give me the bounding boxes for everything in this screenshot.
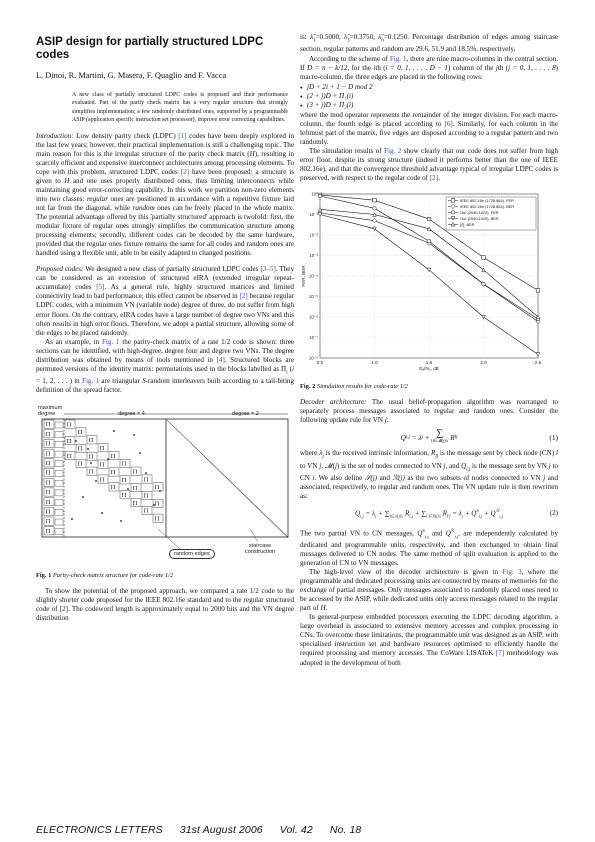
permutation-block — [55, 481, 63, 487]
permutation-symbol: Π — [110, 470, 116, 477]
figure-1-caption: Fig. 1 Parity-check matrix structure for code-rate 1/2 — [36, 572, 174, 580]
legend-label: IEEE 802.16e (1728,864), BER — [460, 204, 515, 210]
x-axis-label: Eₐ/N₀, dB — [419, 366, 439, 372]
permutation-symbol: Π — [77, 461, 83, 468]
reference-link[interactable]: [5] — [96, 283, 105, 292]
simulation-chart — [300, 188, 558, 380]
y-tick-label: 10⁻³ — [309, 253, 318, 259]
label-degree-4: degree = 4 — [118, 411, 145, 418]
paper-title: ASIP design for partially structured LDPC codes — [36, 36, 264, 61]
permutation-symbol: Π — [45, 451, 51, 458]
data-point — [318, 194, 322, 198]
reference-link[interactable]: [2] — [429, 174, 439, 183]
y-tick-label: 10⁻⁵ — [308, 294, 318, 300]
staircase-mark — [219, 471, 222, 474]
authors: L. Dinoi, R. Martini, G. Masera, F. Quaglio and F. Vacca — [36, 71, 227, 80]
data-point — [373, 207, 377, 211]
leader-line — [158, 529, 181, 550]
staircase-mark — [206, 458, 209, 461]
data-point — [482, 256, 486, 260]
random-edge-dot — [145, 472, 147, 474]
label-maximum-degree: maximum degree — [38, 405, 63, 418]
permutation-block — [55, 471, 63, 477]
figure-link[interactable]: Fig. 2 — [384, 146, 402, 155]
permutation-symbol: Π — [66, 439, 72, 446]
reference-link[interactable]: [4] — [216, 355, 225, 364]
random-edge-dot — [90, 462, 92, 464]
reference-link[interactable]: [2] — [180, 167, 190, 176]
figure-link[interactable]: Fig. 1 — [82, 377, 100, 386]
y-tick-label: 10⁻⁷ — [309, 335, 318, 341]
permutation-symbol: Π — [88, 438, 94, 445]
volume: Vol. 42 — [279, 824, 313, 836]
random-edge-dot — [120, 520, 122, 522]
intro-paragraph: Introduction: Low density parity check (LDPC) [1] codes have been deeply explored in the last few years; however, their practical implementation is still a challenging topic. The main reason for this is the irregular structure of the parity check matrix (H), resulting in scarcely efficient and expensive interconnect architectures among processing elements. To cope with this problem, structured LDPC codes [2] have been proposed: a structure is given to H and one uses properly distributed ones, thus limiting interconnects while maintaining good error-correcting capability. In this work we partition non-zero elements into two classes: regular ones are positioned in accordance with a repetitive fixture laid not far from the diagonal, while random ones can be freely placed in the whole matrix. The potential advantage offered by this 'partially structured' approach is twofold: first, the modular fixture of regular ones strongly simplifies the communication structure among processing elements; secondly, different codes can be decoded by the same hardware, provided that the regular ones fixture remains the same for all codes and random ones are handled using a flexible unit, able to be easily adapted to changed positions. — [36, 131, 294, 258]
random-edge-dot — [133, 434, 135, 436]
figure-link[interactable]: Fig. 1 — [101, 337, 120, 346]
journal-footer — [36, 824, 576, 836]
reference-link[interactable]: [6] — [444, 119, 453, 128]
random-edge-dot — [71, 518, 73, 520]
permutation-symbol: Π — [66, 422, 72, 429]
equation-number: (2) — [549, 509, 558, 518]
right-column — [300, 33, 558, 668]
permutation-symbol: Π — [45, 461, 51, 468]
list-item: ● jD + 2i + 1 − D mod 2 — [300, 83, 558, 92]
proposed-paragraph: Proposed codes: We designed a new class of partially structured LDPC codes [3–5]. They can be considered as an extension of structured eIRA (extended irregular repeat-accumulate) codes [5]. As a general rule, highly structured matrices and limited connectivity lead to bad performance; this effect cannot be observed in [2] because regular LDPC codes, with a minimum VN (variable node) degree of three, do not suffer from high error floors. On the contrary, eIRA codes have a large number of degree two VNs and this often results in high error floors. Therefore, we adopt a partial structure, allowing some of the edges to be placed randomly. — [36, 265, 295, 337]
permutation-symbol: Π — [132, 486, 138, 493]
permutation-symbol: Π — [143, 477, 149, 484]
decoder-paragraph: Decoder architecture: The usual belief-propagation algorithm was rearranged to separately process messages associated to regular and random ones. Consider the following update rule for VN j: — [300, 398, 558, 425]
y-axis-label: FER, BER — [301, 265, 306, 287]
data-point — [536, 289, 540, 293]
intro-lead: Introduction: — [36, 131, 74, 140]
left-column — [36, 36, 294, 624]
y-tick-label: 10⁻⁶ — [308, 314, 318, 320]
permutation-symbol: Π — [77, 430, 83, 437]
permutation-block — [55, 461, 63, 467]
permutation-symbol: Π — [110, 485, 116, 492]
proposed-paragraph-2: As an example, in Fig. 1 the parity-check matrix of a rate 1/2 code is shown: three sections can be identified, with high-degree, degree four and degree two VNs. The degree distribution was obtained by means of tools mentioned in [4]. Structured blocks are permuted versions of the identity matrix: permutations used in the blocks labelled as $\Pi_i$ (i = 1, 2, . . . ) in Fig. 1 are triangular S-random interleavers built according to a tail-biting definition of the spread factor. — [36, 337, 295, 395]
x-tick-label: 2.0 — [480, 360, 487, 366]
figure-2-caption: Fig. 2 Simulation results for code-rate 1/2 — [300, 383, 408, 391]
legend-label: [2], BER — [460, 222, 475, 228]
equation-2: $Q_{i,j} = \lambda_j + \sum_{l\in 𝒮(j)\backslash i}$ $R_{l,j} + \sum_{l'\in ℛ(j)\backslash i}$ $R_{l'j} = \lambda_j + Q^S_{i,j} + Q^ℛ_{i,j}$ (2) — [355, 508, 558, 520]
permutation-symbol: Π — [88, 469, 94, 476]
data-point — [482, 283, 486, 287]
partial-messages-paragraph: The two partial VN to CN messages, $Q^S_{i,j}$ and $Q^ℛ_{i,j}$, are independently calculated by dedicated and programmable units, respectively, and then exchanged to obtain final messages delivered to CN nodes. The same method of split evaluation is applied to the generation of CN to VN messages. — [300, 528, 559, 568]
random-edge-dot — [87, 448, 89, 450]
random-edge-dot — [107, 458, 109, 460]
staircase-mark — [230, 482, 233, 485]
random-edge-dot — [127, 488, 129, 490]
permutation-symbol: Π — [154, 485, 160, 492]
permutation-block — [55, 500, 63, 506]
staircase-mark — [214, 466, 217, 469]
permutation-block — [55, 529, 63, 535]
y-tick-label: 10⁻¹ — [309, 212, 318, 218]
random-edge-dot — [153, 504, 155, 506]
label-random-edges: random edges — [169, 549, 215, 559]
staircase-mark — [211, 463, 214, 466]
permutation-symbol: Π — [143, 494, 149, 501]
asip-paragraph: In general-purpose embedded processors executing the LDPC decoding algorithm, a large overhead is associated to extensive memory accesses and complex processing in CNs. To overcome these limitations, the programmable unit was designed as an ASIP, with specialised instruction set and hardware resources optimised to efficiently handle the required processing and memory accesses. The CoWare LISATeK [7] methodology was adopted in the development of both — [300, 613, 558, 667]
random-edge-dot — [82, 496, 84, 498]
row-placement-list — [300, 83, 558, 110]
y-tick-label: 10⁰ — [311, 191, 318, 197]
label-degree-2: degree = 2 — [232, 411, 259, 418]
random-edge-dot — [159, 490, 161, 492]
y-tick-label: 10⁻² — [309, 232, 318, 238]
figure-1 — [36, 401, 294, 569]
figure-link[interactable]: Fig. 3 — [502, 568, 522, 577]
permutation-symbol: Π — [99, 477, 105, 484]
x-tick-label: 0.5 — [316, 360, 324, 366]
label-staircase-construction: staircase construction — [244, 543, 276, 556]
scheme-paragraph: According to the scheme of Fig. 1, there are nine macro-columns in the central section. If D = n − k/12, for the ith (i = 0, 1, . . . , D − 1) column of the jth (j = 0, 1, . . . , 8) macro-column, the three edges are placed in the following rows: — [300, 54, 558, 81]
x-tick-label: 1.0 — [371, 360, 378, 366]
reference-link[interactable]: [3–5] — [260, 265, 276, 274]
architecture-paragraph: The high-level view of the decoder architecture is given in Fig. 3, where the programmable and dedicated processing units are connected by means of memories for the exchange of partial messages. Only messages associated to randomly placed ones need to be accessed by the ASIP, while dedicated units only access messages related to the regular part of H. — [300, 568, 558, 613]
random-edge-dot — [113, 430, 115, 432]
permutation-symbol: Π — [66, 454, 72, 461]
permutation-block — [55, 432, 63, 438]
figure-link[interactable]: Fig. 1 — [389, 54, 407, 63]
permutation-block — [55, 442, 63, 448]
staircase-mark — [225, 477, 228, 480]
permutation-symbol: Π — [45, 509, 51, 516]
permutation-symbol: Π — [45, 490, 51, 497]
permutation-symbol: Π — [45, 519, 51, 526]
permutation-symbol: Π — [45, 500, 51, 507]
journal-name: ELECTRONICS LETTERS — [36, 824, 163, 836]
legend-label: Our (2040,1020), FER — [460, 210, 499, 216]
permutation-block — [55, 490, 63, 496]
staircase-mark — [217, 469, 220, 472]
permutation-symbol: Π — [99, 446, 105, 453]
permutation-symbol: Π — [45, 422, 51, 429]
simulation-paragraph: The simulation results of Fig. 2 show clearly that our code does not suffer from high error floor, despite its strong structure (indeed it performs better than the one of IEEE 802.16e), and that the convergence threshold advantage typical of irregular LDPC codes is preserved, with respect to the regular code of [2]. — [300, 146, 559, 183]
data-point — [373, 199, 377, 203]
figure-2 — [300, 188, 558, 380]
reference-link[interactable]: [1] — [178, 131, 187, 140]
staircase-mark — [208, 461, 211, 464]
permutation-symbol: Π — [45, 441, 51, 448]
reference-link[interactable]: [2] — [239, 292, 248, 301]
equation-number: (1) — [549, 432, 558, 442]
permutation-symbol: Π — [121, 493, 127, 500]
random-edge-dot — [139, 452, 141, 454]
matrix-border — [42, 419, 288, 537]
permutation-symbol: Π — [45, 480, 51, 487]
y-tick-label: 10⁻⁴ — [308, 273, 318, 279]
permutation-symbol: Π — [88, 454, 94, 461]
permutation-symbol: Π — [132, 501, 138, 508]
permutation-symbol: Π — [121, 478, 127, 485]
decoder-lead: Decoder architecture: — [300, 398, 367, 407]
issue-date: 31st August 2006 — [179, 824, 263, 836]
potential-paragraph: To show the potential of the proposed approach, we compared a rate 1/2 code to the slightly shorter code proposed for the IEEE 802.16e standard and to the regular structured code of [2]. The codeword length is approximately equal to 2000 bits and the VN degree distribution — [36, 587, 294, 623]
permutation-symbol: Π — [110, 454, 116, 461]
proposed-lead: Proposed codes: — [36, 265, 84, 274]
random-edge-dot — [95, 480, 97, 482]
x-tick-label: 2.5 — [534, 360, 542, 366]
permutation-symbol: Π — [154, 516, 160, 523]
y-tick-label: 10⁻⁸ — [308, 355, 318, 361]
permutation-symbol: Π — [45, 471, 51, 478]
random-edge-dot — [101, 512, 103, 514]
permutation-symbol: Π — [45, 529, 51, 536]
data-point — [427, 217, 431, 221]
equation-1: Q i,j = λ j + ∑ l∈𝓜(j)\i R lj (1) — [400, 428, 558, 444]
permutation-symbol: Π — [132, 469, 138, 476]
permutation-symbol: Π — [45, 432, 51, 439]
legend-marker — [451, 199, 455, 203]
permutation-symbol: Π — [77, 447, 83, 454]
permutation-symbol: Π — [154, 501, 160, 508]
permutation-symbol: Π — [99, 462, 105, 469]
permutation-symbol: Π — [143, 508, 149, 515]
random-edge-dot — [75, 440, 77, 442]
x-tick-label: 1.5 — [425, 360, 433, 366]
abstract: A new class of partially structured LDPC codes is proposed and their performance evaluated. Part of the parity check matrix has a very regular structure that strongly simplifies implementation; a few randomly distributed ones, supported by a programmable ASIP (application specific instruction set processor), improve error correcting capabilities. — [72, 92, 288, 124]
permutation-block — [55, 519, 63, 525]
staircase-mark — [228, 479, 231, 482]
permutation-block — [55, 422, 63, 428]
distribution-paragraph: is: $\lambdã_1=0.5000$, $\lambdã_3=0.3750$, $\lambdã_6=0.1250$. Percentage distribution of edges among staircase section, regular patterns and random are 29.6, 51.9 and 18.5%, respectively. — [300, 33, 559, 54]
permutation-block — [55, 451, 63, 457]
legend-marker — [451, 211, 455, 215]
legend-label: IEEE 802.16e (1728,864), FER — [460, 198, 514, 204]
mod-paragraph: where the mod operator represents the remainder of the integer division. For each macro-column, the fourth edge is placed according to [6]. Similarly, for each column in the leftmost part of the matrix, five edges are disposed according to a regular pattern and two randomly. — [300, 110, 558, 146]
issue-number: No. 18 — [329, 824, 362, 836]
permutation-block — [55, 510, 63, 516]
list-item: ● (3 + j)D + Π₂(i) — [300, 101, 558, 110]
staircase-diagonal — [167, 420, 288, 537]
data-point — [427, 240, 431, 244]
list-item: ● (2 + j)D + Π₁(i) — [300, 92, 558, 101]
leader-line — [250, 529, 258, 542]
reference-link[interactable]: [7] — [495, 649, 505, 658]
permutation-symbol: Π — [121, 461, 127, 468]
definition-paragraph: where $\lambda_j$ is the received intrinsic information, $R_{lj}$ is the message sent by check node (CN) l to VN j, 𝓜(j) is the set of nodes connected to VN j, and $Q_{i,j}$ is the message sent by VN j to CN i. We also define 𝒮(j) and ℛ(j) as the two subsets of nodes connected to VN j and associated, respectively, to regular and random ones. The VN update rule is then rewritten as: — [300, 449, 559, 501]
legend-label: Our (2040,1020), BER — [460, 216, 499, 222]
staircase-mark — [222, 474, 225, 477]
